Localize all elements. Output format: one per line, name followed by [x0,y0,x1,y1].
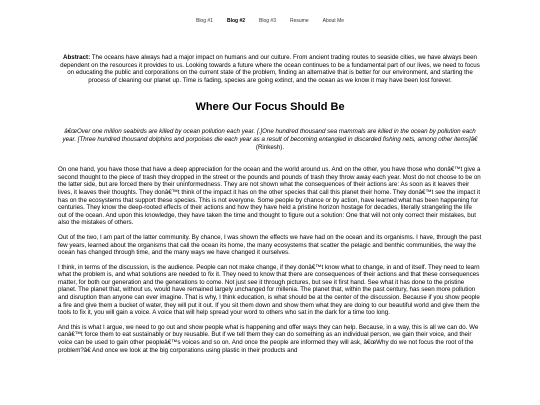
nav-link-resume[interactable]: Resume [289,18,309,24]
abstract-label: Abstract: [63,54,91,61]
nav-link-about-me[interactable]: About Me [322,18,345,24]
abstract [58,54,482,84]
nav-link-blog-1[interactable]: Blog #1 [195,18,213,24]
body-paragraph-3: I think, in terms of the discussion, is the audience. People can not make change, if they donâ€™t know what to change, in and of itself. They need to learn what the problem is, and what solutions are needed to fix it. They need to know that there are consequences of their actions and that these consequences matter, for both our generation and the generations to come. Not just see it through pictures, but see it first hand. See what it has done to the pristine planet. The planet that, without us, would have remained largely unchanged for millenia. The planet that, within the past century, has seen more pollution and disruption than anyone can ever imagine. That is why, I think education, is what should be at the center of the discussion. Because if you show people a fire and give them a bucket of water, they will put it out. If you sit them down and show them what they are doing to our beautiful world and give them the tools to fix it, you will gain a voice. A voice that will help spread your word to others who sat in the dark for a time too long. [58,263,480,317]
body-paragraph-1: On one hand, you have those that have a deep appreciation for the ocean and the world around us. And on the other, you have those who donâ€™t give a second thought to the piece of trash they dropped in the street or the pounds and pounds of trash they throw away each year. Most do not choose to be on the latter side, but are forced there by their uninformedness. They are not shown what the consequences of their actions are: As soon as it leaves their lives, it leaves their thoughts. They donâ€™t think of the impact it has on the other species that call this planet their home. They donâ€™t see the impact it has on the ecosystems that support these species. This is not everyone. Some people by chance or by action, have learned what has been happening for centuries. They know the deep-rooted effects of their actions and how they have held a pristine horizon hostage for decades, literally strangeling the life out of the ocean. And upon this knowledge, they have taken the time and thought to figure out a solution: One that will not only correct their mistakes, but also the mistakes of others. [58,166,481,227]
nav-link-blog-2[interactable]: Blog #2 [226,18,246,24]
article-heading: Where Our Focus Should Be [195,101,345,114]
quote-text: â€œOver one million seabirds are killed by ocean pollution each year. [.]One hundred thousand sea mammals are killed in the ocean by pollution each year. [Three hundred thousand dolphins and porpoises die each year as a result of becoming entangled in discarded fishing nets, among other items]â€ [62,128,478,143]
quote-citation: (Rinkesh). [255,143,285,151]
top-navigation [0,0,540,30]
abstract-text: The oceans have always had a major impact on humans and our culture. From ancient trading routes to seaside cities, we have always been dependent on the resources it provides to us. Looking towards a future where the ocean continues to be a fundamental part of our lives, we need to focus on educating the public and corporations on the current state of the problem, finding an alternative that is better for our environment, and starting the process of cleaning our planet up. Time is fading, species are going extinct, and the ocean as we know it may have been lost forever. [60,54,480,84]
body-paragraph-4: And this is what I argue, we need to go out and show people what is happening and offer ways they can help. Because, in a way, this is all we can do. We canâ€™t force them to eat sustainably or buy reusable. But if we tell them they can do something as an individual person, we gain their voice, and their voice can be used to gain other peopleâ€™s voices and so on. And once the people are informed they will ask, â€œWhy do we not focus the root of the problem?â€ And once we look at the big corporations using plastic in their products and [58,323,479,354]
nav-link-blog-3[interactable]: Blog #3 [259,18,276,24]
body-paragraph-2: Out of the two, I am part of the latter community. By chance, I was shown the effects we have had on the ocean and its organisms. I have, through the past few years, learned about the organisms that call the ocean its home, the many ecosystems that scatter the pelagic and benthic communities, the way the ocean has changed through time, and the many ways we have changed it ourselves. [58,233,482,257]
article-content [58,30,482,354]
pull-quote [58,128,482,151]
